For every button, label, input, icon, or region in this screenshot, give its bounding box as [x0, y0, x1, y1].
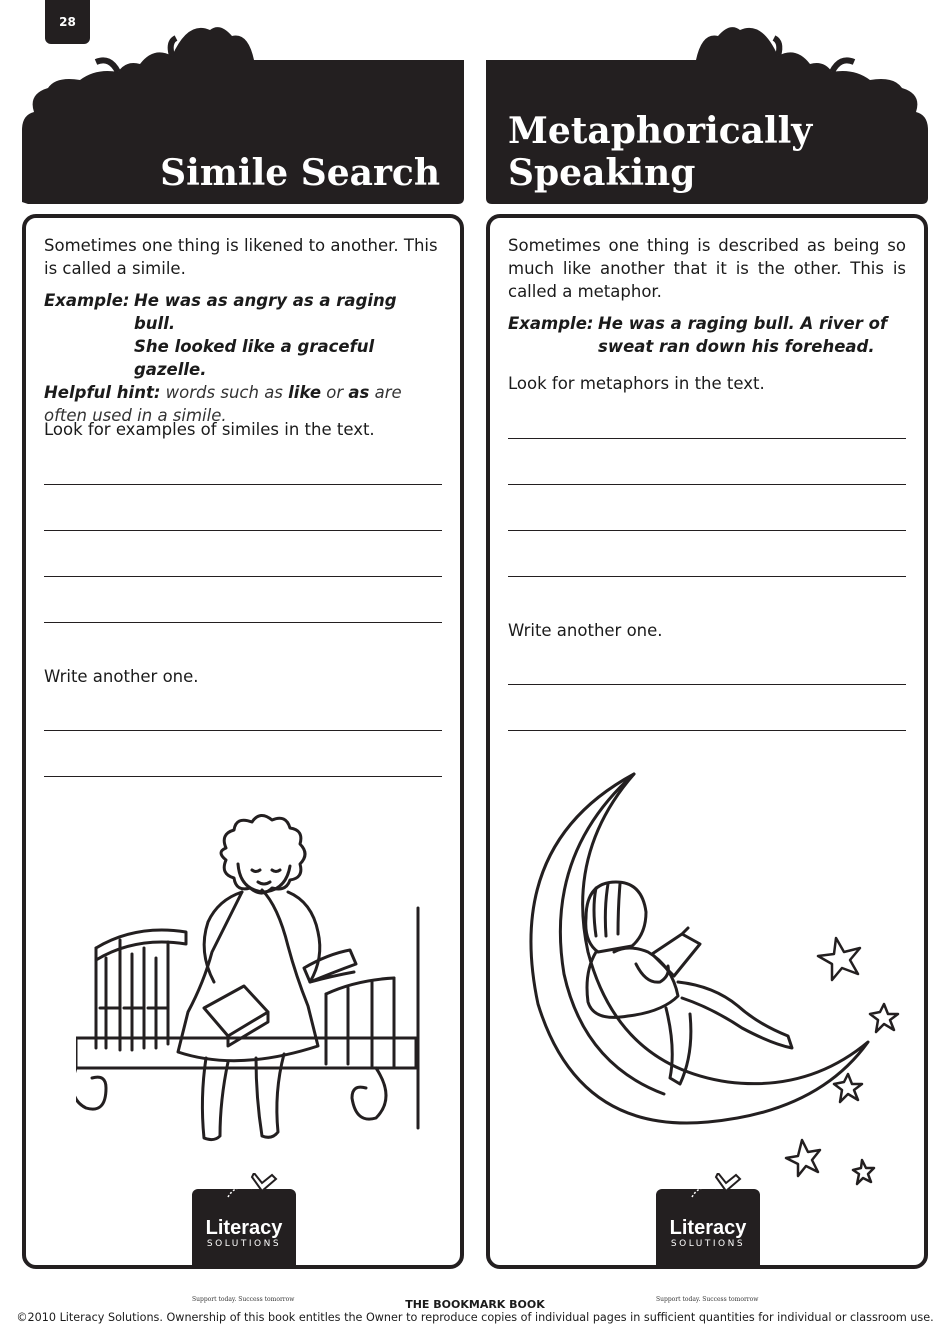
answer-line[interactable]	[44, 576, 442, 577]
left-write-another: Write another one.	[44, 667, 199, 686]
logo-sub: SOLUTIONS	[206, 1239, 282, 1249]
right-title	[508, 110, 812, 194]
answer-line[interactable]	[508, 576, 906, 577]
page-number: 28	[45, 0, 90, 44]
hint-label: Helpful hint:	[44, 383, 161, 402]
left-intro: Sometimes one thing is likened to another. This is called a simile.	[44, 236, 438, 278]
hint-pre: words such as	[160, 383, 289, 402]
answer-line[interactable]	[508, 484, 906, 485]
book-title: THE BOOKMARK BOOK	[405, 1298, 545, 1311]
hint-or: or	[321, 383, 349, 402]
answer-line[interactable]	[44, 776, 442, 777]
example-text: He was a raging bull. A river of sweat ran down his forehead.	[598, 314, 888, 356]
logo-tagline: Support today. Success tomorrow	[656, 1296, 759, 1303]
logo-word: Literacy	[669, 1217, 747, 1239]
literacy-solutions-logo	[192, 1189, 296, 1265]
right-panel	[486, 214, 928, 1269]
right-intro: Sometimes one thing is described as being so much like another that it is the other. This is called a metaphor.	[508, 236, 906, 301]
hint-like: like	[288, 383, 322, 402]
answer-line[interactable]	[508, 684, 906, 685]
example-label: Example:	[508, 314, 594, 333]
star-icon	[834, 1074, 862, 1102]
answer-line[interactable]	[44, 530, 442, 531]
right-write-another: Write another one.	[508, 621, 663, 640]
logo-word: Literacy	[205, 1217, 283, 1239]
star-icon	[870, 1004, 898, 1032]
right-content	[508, 234, 906, 358]
hint-post: are often used in a simile.	[44, 383, 402, 425]
right-header-banner	[486, 20, 928, 206]
left-example	[44, 289, 442, 381]
left-title: Simile Search	[160, 152, 440, 194]
answer-line[interactable]	[44, 730, 442, 731]
girl-reading-illustration	[76, 808, 426, 1188]
logo-sub: SOLUTIONS	[670, 1239, 746, 1249]
star-icon	[853, 1160, 874, 1184]
right-example	[508, 312, 906, 358]
right-title-line1: Metaphorically	[508, 110, 813, 152]
logo-tagline: Support today. Success tomorrow	[192, 1296, 295, 1303]
answer-line[interactable]	[508, 438, 906, 439]
left-content	[44, 234, 442, 427]
literacy-solutions-logo	[656, 1189, 760, 1265]
left-panel	[22, 214, 464, 1269]
star-icon	[786, 1140, 820, 1176]
left-header-banner	[22, 20, 464, 206]
book-icon	[656, 1173, 760, 1203]
book-icon	[192, 1173, 296, 1203]
answer-line[interactable]	[508, 530, 906, 531]
hint-as: as	[348, 383, 370, 402]
answer-line[interactable]	[44, 622, 442, 623]
left-instruction: Look for examples of similes in the text.	[44, 420, 375, 439]
girl-on-moon-illustration	[516, 768, 916, 1188]
example-line-1: He was as angry as a raging bull.	[134, 291, 397, 333]
right-title-line2: Speaking	[508, 152, 696, 194]
example-label: Example:	[44, 291, 130, 310]
example-line-2: She looked like a graceful gazelle.	[134, 337, 375, 379]
right-instruction: Look for metaphors in the text.	[508, 374, 765, 393]
copyright-notice: ©2010 Literacy Solutions. Ownership of this book entitles the Owner to reproduce copies of individual pages in sufficient quantities for individual or classroom use.	[16, 1311, 934, 1324]
answer-line[interactable]	[44, 484, 442, 485]
star-icon	[818, 938, 860, 980]
answer-line[interactable]	[508, 730, 906, 731]
